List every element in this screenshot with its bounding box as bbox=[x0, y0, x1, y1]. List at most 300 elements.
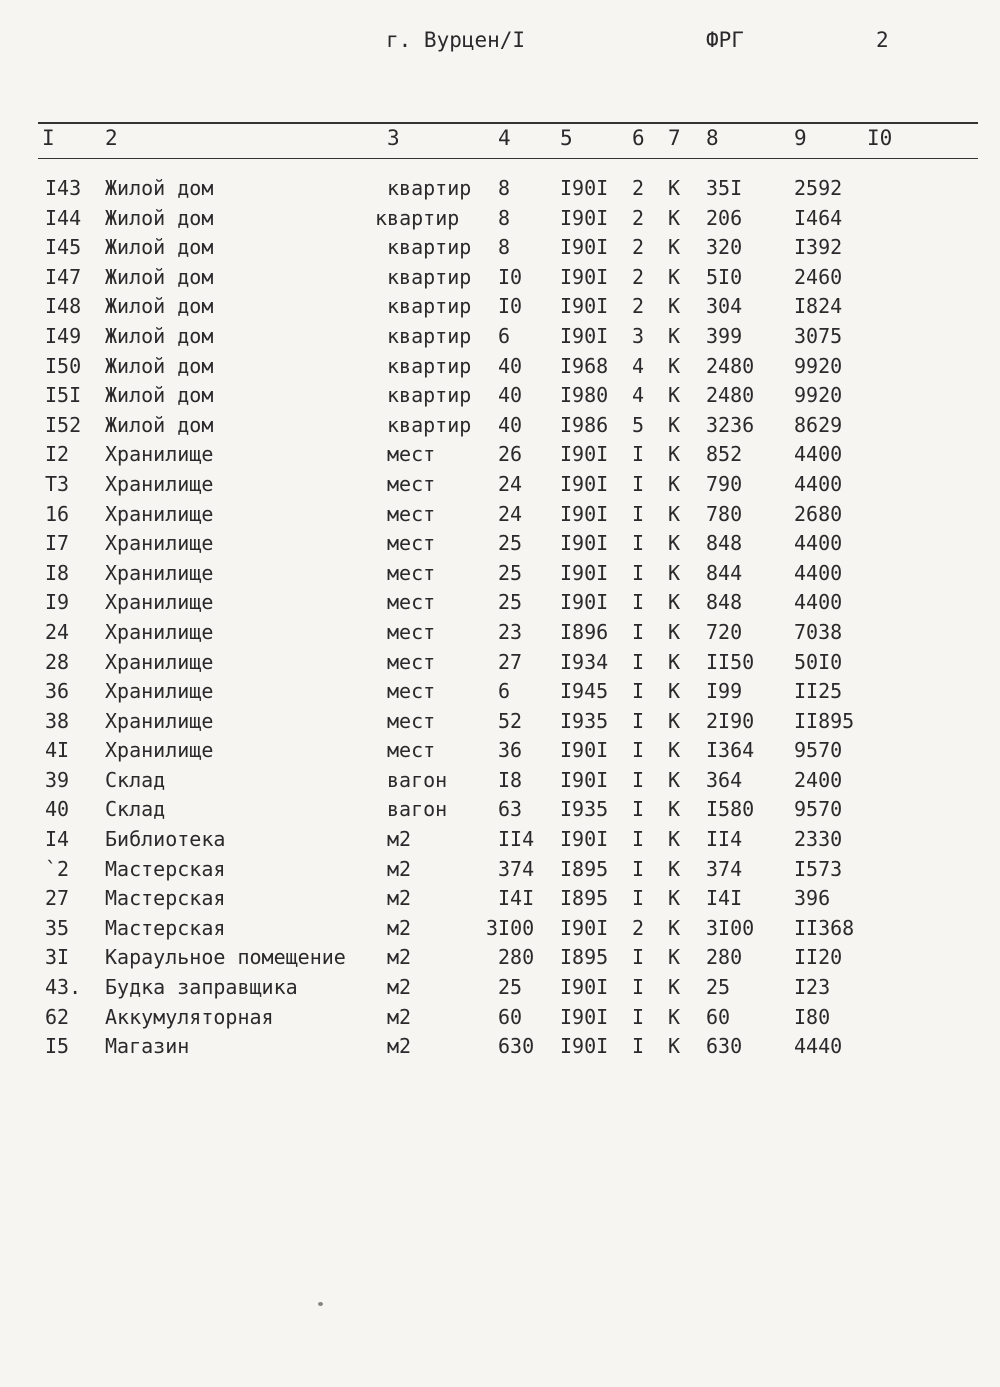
table-row bbox=[0, 768, 1000, 798]
floors-cell: I bbox=[632, 827, 645, 852]
material-cell: К bbox=[668, 1004, 681, 1029]
table-row bbox=[0, 1005, 1000, 1035]
year-built-cell: I895 bbox=[560, 856, 609, 881]
material-cell: К bbox=[668, 827, 681, 852]
year-built-cell: I90I bbox=[560, 294, 609, 319]
material-cell: К bbox=[668, 619, 681, 644]
value-cell: II895 bbox=[794, 708, 855, 733]
floors-cell: 2 bbox=[632, 235, 645, 260]
value-cell: II368 bbox=[794, 915, 855, 940]
area-cell: 364 bbox=[706, 767, 743, 792]
year-built-cell: I90I bbox=[560, 176, 609, 200]
column-header: 4 bbox=[498, 126, 511, 150]
floors-cell: 2 bbox=[632, 176, 645, 200]
value-cell: 4400 bbox=[794, 590, 843, 615]
object-name-cell: Хранилище bbox=[105, 738, 214, 763]
quantity-cell: 3I00 bbox=[486, 915, 535, 940]
area-cell: 3236 bbox=[706, 412, 755, 437]
row-number-cell: 3I bbox=[45, 945, 70, 970]
quantity-cell: 27 bbox=[498, 649, 523, 674]
value-cell: I80 bbox=[794, 1004, 831, 1029]
unit-cell: квартир bbox=[387, 176, 472, 200]
year-built-cell: I895 bbox=[560, 886, 609, 911]
object-name-cell: Жилой дом bbox=[105, 294, 214, 319]
material-cell: К bbox=[668, 767, 681, 792]
material-cell: К bbox=[668, 471, 681, 496]
row-number-cell: 4I bbox=[45, 738, 70, 763]
material-cell: К bbox=[668, 738, 681, 763]
quantity-cell: 52 bbox=[498, 708, 523, 733]
material-cell: К bbox=[668, 679, 681, 704]
unit-cell: м2 bbox=[387, 1034, 412, 1059]
value-cell: 4400 bbox=[794, 442, 843, 467]
object-name-cell: Жилой дом bbox=[105, 235, 214, 260]
unit-cell: мест bbox=[387, 560, 436, 585]
table-row bbox=[0, 176, 1000, 206]
row-number-cell: `2 bbox=[45, 856, 70, 881]
row-number-cell: T3 bbox=[45, 471, 70, 496]
object-name-cell: Жилой дом bbox=[105, 383, 214, 408]
page-header bbox=[0, 28, 1000, 58]
row-number-cell: I49 bbox=[45, 323, 82, 348]
year-built-cell: I90I bbox=[560, 827, 609, 852]
floors-cell: I bbox=[632, 767, 645, 792]
row-number-cell: 39 bbox=[45, 767, 70, 792]
column-header: 9 bbox=[794, 126, 807, 150]
value-cell: 9920 bbox=[794, 383, 843, 408]
quantity-cell: 8 bbox=[498, 176, 511, 200]
unit-cell: квартир bbox=[375, 205, 460, 230]
floors-cell: I bbox=[632, 442, 645, 467]
column-header: 7 bbox=[668, 126, 681, 150]
area-cell: 25 bbox=[706, 975, 731, 1000]
table-row bbox=[0, 324, 1000, 354]
row-number-cell: 24 bbox=[45, 619, 70, 644]
row-number-cell: I2 bbox=[45, 442, 70, 467]
object-name-cell: Склад bbox=[105, 797, 166, 822]
material-cell: К bbox=[668, 797, 681, 822]
material-cell: К bbox=[668, 412, 681, 437]
quantity-cell: I8 bbox=[498, 767, 523, 792]
column-header: 2 bbox=[105, 126, 118, 150]
row-number-cell: 16 bbox=[45, 501, 70, 526]
object-name-cell: Мастерская bbox=[105, 915, 226, 940]
year-built-cell: I90I bbox=[560, 264, 609, 289]
quantity-cell: 26 bbox=[498, 442, 523, 467]
column-header-row bbox=[0, 126, 1000, 154]
unit-cell: квартир bbox=[387, 353, 472, 378]
table-row bbox=[0, 502, 1000, 532]
quantity-cell: 630 bbox=[498, 1034, 535, 1059]
floors-cell: I bbox=[632, 590, 645, 615]
table-row bbox=[0, 235, 1000, 265]
material-cell: К bbox=[668, 383, 681, 408]
material-cell: К bbox=[668, 915, 681, 940]
value-cell: I824 bbox=[794, 294, 843, 319]
year-built-cell: I895 bbox=[560, 945, 609, 970]
object-name-cell: Жилой дом bbox=[105, 176, 214, 200]
table-row bbox=[0, 738, 1000, 768]
table-top-rule bbox=[38, 122, 978, 124]
year-built-cell: I934 bbox=[560, 649, 609, 674]
year-built-cell: I980 bbox=[560, 383, 609, 408]
object-name-cell: Хранилище bbox=[105, 649, 214, 674]
floors-cell: I bbox=[632, 886, 645, 911]
quantity-cell: 280 bbox=[498, 945, 535, 970]
area-cell: 790 bbox=[706, 471, 743, 496]
year-built-cell: I90I bbox=[560, 1004, 609, 1029]
area-cell: I364 bbox=[706, 738, 755, 763]
floors-cell: I bbox=[632, 531, 645, 556]
quantity-cell: 25 bbox=[498, 531, 523, 556]
value-cell: I392 bbox=[794, 235, 843, 260]
quantity-cell: 25 bbox=[498, 590, 523, 615]
area-cell: 848 bbox=[706, 531, 743, 556]
table-row bbox=[0, 975, 1000, 1005]
area-cell: II50 bbox=[706, 649, 755, 674]
unit-cell: мест bbox=[387, 738, 436, 763]
value-cell: 4400 bbox=[794, 531, 843, 556]
object-name-cell: Жилой дом bbox=[105, 353, 214, 378]
table-row bbox=[0, 265, 1000, 295]
material-cell: К bbox=[668, 560, 681, 585]
row-number-cell: I47 bbox=[45, 264, 82, 289]
quantity-cell: 6 bbox=[498, 323, 511, 348]
unit-cell: м2 bbox=[387, 1004, 412, 1029]
floors-cell: I bbox=[632, 945, 645, 970]
year-built-cell: I90I bbox=[560, 738, 609, 763]
table-row bbox=[0, 206, 1000, 236]
floors-cell: 2 bbox=[632, 205, 645, 230]
material-cell: К bbox=[668, 708, 681, 733]
row-number-cell: I7 bbox=[45, 531, 70, 556]
floors-cell: I bbox=[632, 1004, 645, 1029]
floors-cell: I bbox=[632, 738, 645, 763]
table-row bbox=[0, 472, 1000, 502]
unit-cell: квартир bbox=[387, 383, 472, 408]
floors-cell: 2 bbox=[632, 264, 645, 289]
value-cell: I464 bbox=[794, 205, 843, 230]
row-number-cell: I4 bbox=[45, 827, 70, 852]
year-built-cell: I90I bbox=[560, 501, 609, 526]
area-cell: 2480 bbox=[706, 383, 755, 408]
area-cell: I99 bbox=[706, 679, 743, 704]
value-cell: 4440 bbox=[794, 1034, 843, 1059]
year-built-cell: I935 bbox=[560, 797, 609, 822]
value-cell: 8629 bbox=[794, 412, 843, 437]
area-cell: 374 bbox=[706, 856, 743, 881]
area-cell: I580 bbox=[706, 797, 755, 822]
object-name-cell: Склад bbox=[105, 767, 166, 792]
column-header: 8 bbox=[706, 126, 719, 150]
value-cell: 2680 bbox=[794, 501, 843, 526]
unit-cell: мест bbox=[387, 471, 436, 496]
area-cell: 35I bbox=[706, 176, 743, 200]
year-built-cell: I896 bbox=[560, 619, 609, 644]
area-cell: 320 bbox=[706, 235, 743, 260]
row-number-cell: 40 bbox=[45, 797, 70, 822]
unit-cell: мест bbox=[387, 442, 436, 467]
material-cell: К bbox=[668, 264, 681, 289]
material-cell: К bbox=[668, 235, 681, 260]
floors-cell: I bbox=[632, 797, 645, 822]
unit-cell: м2 bbox=[387, 886, 412, 911]
unit-cell: мест bbox=[387, 501, 436, 526]
floors-cell: I bbox=[632, 975, 645, 1000]
area-cell: 630 bbox=[706, 1034, 743, 1059]
value-cell: I23 bbox=[794, 975, 831, 1000]
value-cell: 396 bbox=[794, 886, 831, 911]
floors-cell: I bbox=[632, 471, 645, 496]
unit-cell: м2 bbox=[387, 915, 412, 940]
table-row bbox=[0, 1034, 1000, 1064]
table-row bbox=[0, 531, 1000, 561]
object-name-cell: Хранилище bbox=[105, 442, 214, 467]
object-name-cell: Жилой дом bbox=[105, 205, 214, 230]
quantity-cell: 36 bbox=[498, 738, 523, 763]
area-cell: 780 bbox=[706, 501, 743, 526]
floors-cell: 5 bbox=[632, 412, 645, 437]
year-built-cell: I90I bbox=[560, 442, 609, 467]
quantity-cell: 6 bbox=[498, 679, 511, 704]
table-row bbox=[0, 827, 1000, 857]
table-row bbox=[0, 413, 1000, 443]
year-built-cell: I90I bbox=[560, 323, 609, 348]
quantity-cell: I0 bbox=[498, 294, 523, 319]
material-cell: К bbox=[668, 590, 681, 615]
object-name-cell: Жилой дом bbox=[105, 323, 214, 348]
year-built-cell: I90I bbox=[560, 590, 609, 615]
paper-speck bbox=[318, 1302, 323, 1306]
table-header-rule bbox=[38, 158, 978, 159]
quantity-cell: II4 bbox=[498, 827, 535, 852]
object-name-cell: Жилой дом bbox=[105, 412, 214, 437]
row-number-cell: I45 bbox=[45, 235, 82, 260]
object-name-cell: Аккумуляторная bbox=[105, 1004, 274, 1029]
floors-cell: I bbox=[632, 679, 645, 704]
area-cell: 720 bbox=[706, 619, 743, 644]
floors-cell: 4 bbox=[632, 383, 645, 408]
area-cell: 844 bbox=[706, 560, 743, 585]
year-built-cell: I90I bbox=[560, 235, 609, 260]
row-number-cell: I44 bbox=[45, 205, 82, 230]
unit-cell: вагон bbox=[387, 797, 448, 822]
quantity-cell: 25 bbox=[498, 975, 523, 1000]
city-title: г. Вурцен/I bbox=[386, 28, 526, 52]
year-built-cell: I90I bbox=[560, 205, 609, 230]
year-built-cell: I945 bbox=[560, 679, 609, 704]
column-header: I0 bbox=[867, 126, 893, 150]
area-cell: 304 bbox=[706, 294, 743, 319]
table-row bbox=[0, 679, 1000, 709]
object-name-cell: Будка заправщика bbox=[105, 975, 298, 1000]
area-cell: 2I90 bbox=[706, 708, 755, 733]
material-cell: К bbox=[668, 294, 681, 319]
row-number-cell: I9 bbox=[45, 590, 70, 615]
object-name-cell: Хранилище bbox=[105, 501, 214, 526]
value-cell: 7038 bbox=[794, 619, 843, 644]
table-row bbox=[0, 857, 1000, 887]
value-cell: 4400 bbox=[794, 471, 843, 496]
floors-cell: I bbox=[632, 1034, 645, 1059]
row-number-cell: I5I bbox=[45, 383, 82, 408]
quantity-cell: 60 bbox=[498, 1004, 523, 1029]
area-cell: 399 bbox=[706, 323, 743, 348]
row-number-cell: 27 bbox=[45, 886, 70, 911]
table-row bbox=[0, 383, 1000, 413]
year-built-cell: I935 bbox=[560, 708, 609, 733]
table-row bbox=[0, 916, 1000, 946]
year-built-cell: I90I bbox=[560, 1034, 609, 1059]
value-cell: 2330 bbox=[794, 827, 843, 852]
floors-cell: 2 bbox=[632, 915, 645, 940]
year-built-cell: I90I bbox=[560, 975, 609, 1000]
object-name-cell: Хранилище bbox=[105, 590, 214, 615]
value-cell: II25 bbox=[794, 679, 843, 704]
quantity-cell: 40 bbox=[498, 383, 523, 408]
quantity-cell: 40 bbox=[498, 353, 523, 378]
unit-cell: квартир bbox=[387, 294, 472, 319]
table-row bbox=[0, 561, 1000, 591]
table-row bbox=[0, 709, 1000, 739]
row-number-cell: I8 bbox=[45, 560, 70, 585]
object-name-cell: Хранилище bbox=[105, 471, 214, 496]
unit-cell: мест bbox=[387, 679, 436, 704]
material-cell: К bbox=[668, 442, 681, 467]
object-name-cell: Магазин bbox=[105, 1034, 190, 1059]
row-number-cell: I5 bbox=[45, 1034, 70, 1059]
object-name-cell: Библиотека bbox=[105, 827, 226, 852]
unit-cell: м2 bbox=[387, 945, 412, 970]
object-name-cell: Хранилище bbox=[105, 619, 214, 644]
material-cell: К bbox=[668, 945, 681, 970]
quantity-cell: 40 bbox=[498, 412, 523, 437]
material-cell: К bbox=[668, 353, 681, 378]
material-cell: К bbox=[668, 886, 681, 911]
row-number-cell: 62 bbox=[45, 1004, 70, 1029]
table-row bbox=[0, 650, 1000, 680]
value-cell: 50I0 bbox=[794, 649, 843, 674]
object-name-cell: Хранилище bbox=[105, 708, 214, 733]
row-number-cell: I48 bbox=[45, 294, 82, 319]
unit-cell: квартир bbox=[387, 323, 472, 348]
column-header: 5 bbox=[560, 126, 573, 150]
year-built-cell: I986 bbox=[560, 412, 609, 437]
row-number-cell: 28 bbox=[45, 649, 70, 674]
object-name-cell: Мастерская bbox=[105, 856, 226, 881]
unit-cell: квартир bbox=[387, 412, 472, 437]
row-number-cell: 36 bbox=[45, 679, 70, 704]
unit-cell: мест bbox=[387, 590, 436, 615]
table-row bbox=[0, 354, 1000, 384]
column-header: I bbox=[42, 126, 55, 150]
quantity-cell: 374 bbox=[498, 856, 535, 881]
material-cell: К bbox=[668, 531, 681, 556]
floors-cell: I bbox=[632, 649, 645, 674]
value-cell: I573 bbox=[794, 856, 843, 881]
area-cell: 848 bbox=[706, 590, 743, 615]
quantity-cell: 8 bbox=[498, 205, 511, 230]
material-cell: К bbox=[668, 323, 681, 348]
floors-cell: 3 bbox=[632, 323, 645, 348]
unit-cell: мест bbox=[387, 619, 436, 644]
value-cell: 9570 bbox=[794, 738, 843, 763]
area-cell: I4I bbox=[706, 886, 743, 911]
table-row bbox=[0, 620, 1000, 650]
year-built-cell: I90I bbox=[560, 560, 609, 585]
quantity-cell: 25 bbox=[498, 560, 523, 585]
page-number: 2 bbox=[876, 28, 889, 52]
year-built-cell: I90I bbox=[560, 767, 609, 792]
country-label: ФРГ bbox=[706, 28, 744, 52]
quantity-cell: 24 bbox=[498, 471, 523, 496]
value-cell: 2592 bbox=[794, 176, 843, 200]
object-name-cell: Хранилище bbox=[105, 679, 214, 704]
row-number-cell: I50 bbox=[45, 353, 82, 378]
unit-cell: квартир bbox=[387, 235, 472, 260]
year-built-cell: I968 bbox=[560, 353, 609, 378]
unit-cell: мест bbox=[387, 649, 436, 674]
value-cell: II20 bbox=[794, 945, 843, 970]
row-number-cell: 43. bbox=[45, 975, 82, 1000]
table-row bbox=[0, 945, 1000, 975]
quantity-cell: I0 bbox=[498, 264, 523, 289]
object-name-cell: Хранилище bbox=[105, 531, 214, 556]
object-name-cell: Мастерская bbox=[105, 886, 226, 911]
area-cell: 280 bbox=[706, 945, 743, 970]
unit-cell: мест bbox=[387, 531, 436, 556]
floors-cell: 4 bbox=[632, 353, 645, 378]
row-number-cell: 35 bbox=[45, 915, 70, 940]
value-cell: 9920 bbox=[794, 353, 843, 378]
material-cell: К bbox=[668, 501, 681, 526]
year-built-cell: I90I bbox=[560, 915, 609, 940]
table-row bbox=[0, 886, 1000, 916]
material-cell: К bbox=[668, 856, 681, 881]
unit-cell: м2 bbox=[387, 827, 412, 852]
year-built-cell: I90I bbox=[560, 471, 609, 496]
value-cell: 3075 bbox=[794, 323, 843, 348]
table-row bbox=[0, 797, 1000, 827]
quantity-cell: 8 bbox=[498, 235, 511, 260]
table-body bbox=[0, 176, 1000, 1064]
floors-cell: 2 bbox=[632, 294, 645, 319]
value-cell: 2400 bbox=[794, 767, 843, 792]
row-number-cell: I43 bbox=[45, 176, 82, 200]
floors-cell: I bbox=[632, 619, 645, 644]
floors-cell: I bbox=[632, 560, 645, 585]
table-row bbox=[0, 294, 1000, 324]
column-header: 6 bbox=[632, 126, 645, 150]
floors-cell: I bbox=[632, 856, 645, 881]
value-cell: 2460 bbox=[794, 264, 843, 289]
table-row bbox=[0, 442, 1000, 472]
unit-cell: вагон bbox=[387, 767, 448, 792]
area-cell: 2480 bbox=[706, 353, 755, 378]
quantity-cell: I4I bbox=[498, 886, 535, 911]
quantity-cell: 24 bbox=[498, 501, 523, 526]
area-cell: 3I00 bbox=[706, 915, 755, 940]
quantity-cell: 63 bbox=[498, 797, 523, 822]
area-cell: 852 bbox=[706, 442, 743, 467]
area-cell: 206 bbox=[706, 205, 743, 230]
object-name-cell: Караульное помещение bbox=[105, 945, 346, 970]
area-cell: II4 bbox=[706, 827, 743, 852]
object-name-cell: Хранилище bbox=[105, 560, 214, 585]
year-built-cell: I90I bbox=[560, 531, 609, 556]
row-number-cell: I52 bbox=[45, 412, 82, 437]
table-row bbox=[0, 590, 1000, 620]
